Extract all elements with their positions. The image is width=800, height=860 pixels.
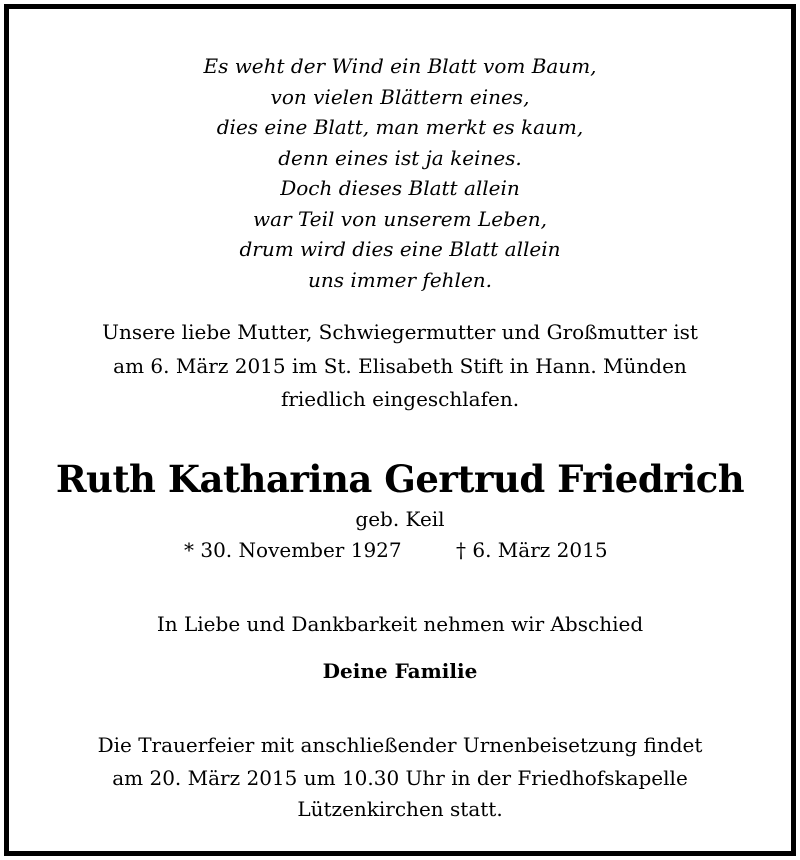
poem-line: dies eine Blatt, man merkt es kaum, (216, 115, 584, 139)
service-line: Lützenkirchen statt. (297, 797, 503, 821)
poem-line: drum wird dies eine Blatt allein (239, 237, 561, 261)
service-line: am 20. März 2015 um 10.30 Uhr in der Friedhofskapelle (112, 766, 688, 790)
announcement-line: Unsere liebe Mutter, Schwiegermutter und Großmutter ist (102, 320, 698, 344)
farewell-text: In Liebe und Dankbarkeit nehmen wir Abschied (156, 612, 644, 636)
poem-line: Es weht der Wind ein Blatt vom Baum, (203, 54, 597, 78)
poem-line: Doch dieses Blatt allein (280, 176, 520, 200)
announcement-line: friedlich eingeschlafen. (280, 387, 520, 411)
signature: Deine Familie (322, 659, 478, 683)
maiden-name: geb. Keil (355, 507, 445, 531)
poem-line: denn eines ist ja keines. (278, 146, 522, 170)
deceased-name: Ruth Katharina Gertrud Friedrich (55, 457, 745, 501)
poem-line: war Teil von unserem Leben, (253, 207, 547, 231)
birth-date: * 30. November 1927 (184, 538, 402, 562)
death-date: † 6. März 2015 (456, 538, 608, 562)
service-line: Die Trauerfeier mit anschließender Urnenbeisetzung findet (97, 733, 703, 757)
announcement-line: am 6. März 2015 im St. Elisabeth Stift in Hann. Münden (113, 354, 687, 378)
obituary-notice (4, 4, 796, 856)
poem-line: uns immer fehlen. (307, 268, 493, 292)
poem-line: von vielen Blättern eines, (270, 85, 530, 109)
